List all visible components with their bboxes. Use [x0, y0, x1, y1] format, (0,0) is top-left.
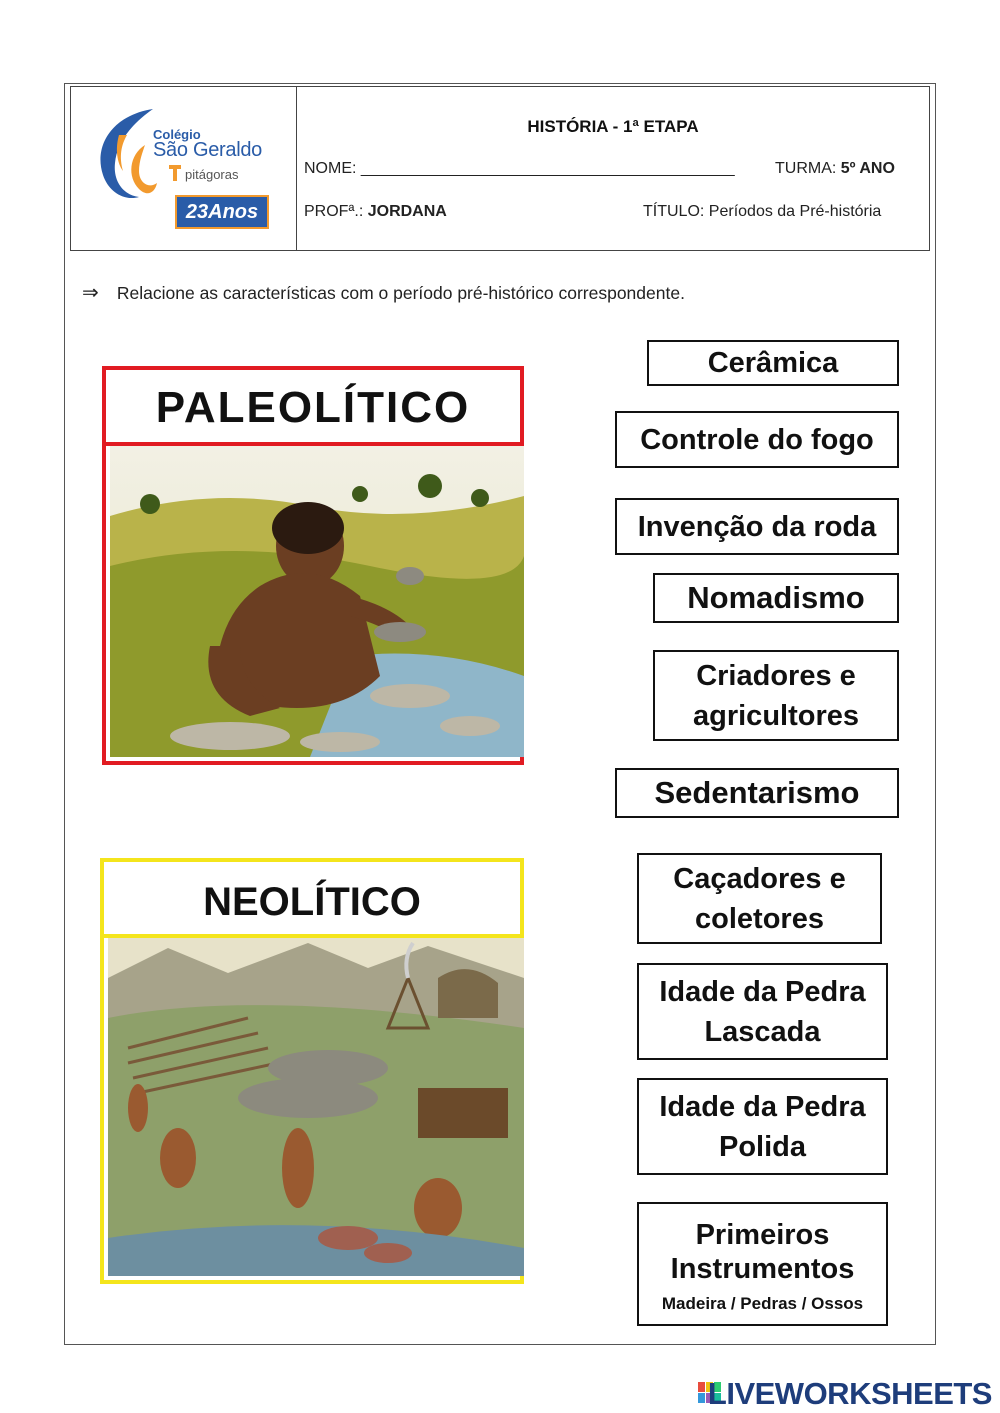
- name-row: [304, 160, 735, 178]
- neolithic-village-illustration: [108, 938, 524, 1276]
- worksheet-header: [70, 86, 930, 251]
- option-label: Controle do fogo: [640, 423, 874, 456]
- instruction: [82, 280, 685, 305]
- option-box[interactable]: [637, 963, 888, 1060]
- option-box[interactable]: [637, 853, 882, 944]
- name-label: NOME:: [304, 160, 357, 177]
- titulo-label: TÍTULO:: [643, 203, 705, 220]
- logo-colegio-text: Colégio: [153, 127, 201, 142]
- option-box[interactable]: [647, 340, 899, 386]
- school-logo: [71, 87, 297, 250]
- logo-partner: pitágoras: [185, 167, 239, 182]
- paleolitico-card[interactable]: [102, 366, 524, 765]
- page-title: HISTÓRIA - 1ª ETAPA: [527, 117, 699, 136]
- option-sublabel: Madeira / Pedras / Ossos: [661, 1294, 864, 1313]
- watermark: LIVEWORKSHEETS: [707, 1376, 992, 1411]
- option-label: Cerâmica: [707, 347, 839, 379]
- option-label: Sedentarismo: [654, 775, 860, 810]
- option-box[interactable]: [615, 768, 899, 818]
- neolitico-title: NEOLÍTICO: [104, 862, 520, 938]
- neolitico-card[interactable]: [100, 858, 524, 1284]
- arrow-right-icon: ⇒: [82, 282, 99, 304]
- option-box[interactable]: [637, 1078, 888, 1175]
- turma-row: [775, 160, 895, 178]
- option-label: Invenção da roda: [637, 510, 877, 543]
- prof-row: [304, 203, 447, 221]
- option-label: Primeiros Instrumentos: [670, 1219, 855, 1285]
- titulo-row: [643, 203, 881, 221]
- option-label: Idade da Pedra Polida: [659, 1090, 866, 1163]
- anniversary-badge: 23Anos: [175, 195, 269, 229]
- option-label: Nomadismo: [687, 580, 865, 615]
- option-label: Caçadores e coletores: [673, 862, 846, 935]
- option-box[interactable]: [615, 411, 899, 468]
- option-box[interactable]: [653, 650, 899, 741]
- titulo-value: Períodos da Pré-história: [708, 203, 882, 220]
- option-box[interactable]: [637, 1202, 888, 1326]
- paleolitico-title: PALEOLÍTICO: [106, 370, 520, 446]
- turma-value: 5º ANO: [840, 160, 895, 177]
- prof-value: JORDANA: [367, 203, 447, 220]
- turma-label: TURMA:: [775, 160, 837, 177]
- option-label: Idade da Pedra Lascada: [659, 975, 866, 1048]
- instruction-text: Relacione as características com o período pré-histórico correspondente.: [116, 283, 685, 303]
- prof-label: PROFª.:: [304, 203, 364, 220]
- paleolithic-man-illustration: [110, 446, 524, 757]
- logo-school-name: São Geraldo: [153, 139, 262, 161]
- pitagoras-mark-icon: [169, 165, 181, 181]
- name-blank[interactable]: __________________________________________: [360, 160, 735, 177]
- option-box[interactable]: [653, 573, 899, 623]
- option-label: Criadores e agricultores: [693, 659, 859, 732]
- option-box[interactable]: [615, 498, 899, 555]
